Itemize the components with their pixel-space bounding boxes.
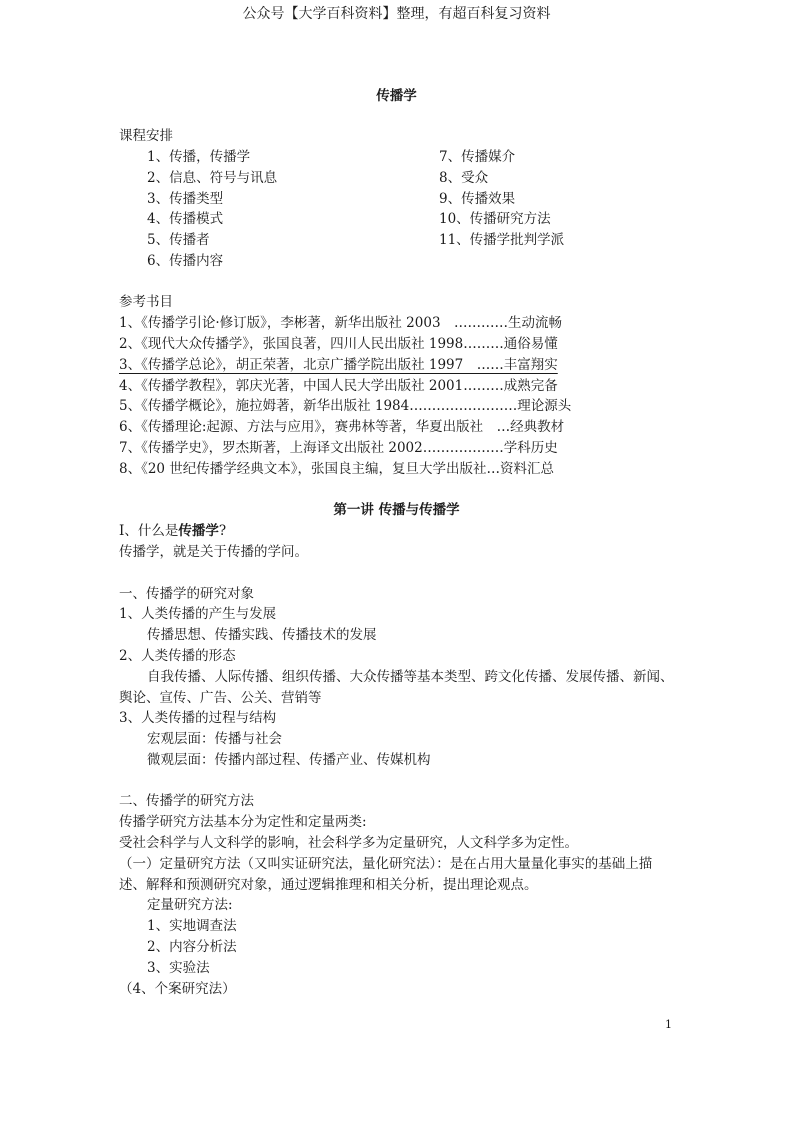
section-heading: 一、传播学的研究对象: [119, 586, 254, 602]
course-item: 7、传播媒介: [439, 149, 516, 165]
course-item: 8、受众: [439, 170, 489, 186]
method-item: 2、内容分析法: [147, 939, 237, 955]
reference-item: 6、《传播理论:起源、方法与应用》，赛弗林等著，华夏出版社 …经典教材: [119, 419, 565, 435]
question-prefix: I、什么是: [119, 523, 179, 539]
paragraph: 传播学研究方法基本分为定性和定量两类:: [119, 814, 367, 830]
reference-item: 3、《传播学总论》，胡正荣著，北京广播学院出版社 1997 ……丰富翔实: [119, 357, 558, 373]
question-term: 传播学: [178, 523, 219, 539]
page-header: 公众号【大学百科资料】整理，有超百科复习资料: [242, 6, 551, 22]
paragraph: 宏观层面：传播与社会: [147, 731, 282, 747]
course-item: 10、传播研究方法: [439, 211, 551, 227]
page-number: 1: [665, 1018, 672, 1031]
definition: 传播学，就是关于传播的学问。: [119, 544, 308, 560]
refs-heading: 参考书目: [119, 294, 173, 310]
reference-item: 5、《传播学概论》，施拉姆著，新华出版社 1984……………………理论源头: [119, 398, 572, 414]
paragraph: 传播思想、传播实践、传播技术的发展: [147, 627, 377, 643]
paragraph: 微观层面：传播内部过程、传播产业、传媒机构: [147, 752, 431, 768]
course-heading: 课程安排: [119, 128, 173, 144]
question-line: [119, 522, 226, 540]
course-item: 1、传播，传播学: [147, 149, 251, 165]
reference-item: 4、《传播学教程》，郭庆光著，中国人民大学出版社 2001………成熟完备: [119, 378, 558, 394]
lecture-title: 第一讲 传播与传播学: [333, 502, 460, 518]
question-mark: ?: [218, 523, 227, 539]
course-item: 3、传播类型: [147, 191, 224, 207]
subsection-heading: 2、人类传播的形态: [119, 648, 236, 664]
course-item: 6、传播内容: [147, 253, 224, 269]
section-heading: 二、传播学的研究方法: [119, 793, 254, 809]
reference-item: 2、《现代大众传播学》，张国良著，四川人民出版社 1998………通俗易懂: [119, 336, 558, 352]
reference-item: 7、《传播学史》，罗杰斯著，上海译文出版社 2002………………学科历史: [119, 440, 558, 456]
course-item: 5、传播者: [147, 232, 210, 248]
reference-item: 1、《传播学引论·修订版》，李彬著，新华出版社 2003 …………生动流畅: [119, 315, 563, 331]
course-item: 4、传播模式: [147, 211, 224, 227]
paragraph: 舆论、宣传、广告、公关、营销等: [119, 690, 322, 706]
paragraph: 受社会科学与人文科学的影响，社会科学多为定量研究，人文科学多为定性。: [119, 835, 578, 851]
method-item: 1、实地调查法: [147, 918, 237, 934]
subsection-heading: 3、人类传播的过程与结构: [119, 710, 277, 726]
paragraph: 定量研究方法:: [147, 897, 233, 913]
reference-item: 8、《20 世纪传播学经典文本》，张国良主编，复旦大学出版社…资料汇总: [119, 461, 555, 477]
method-item: 3、实验法: [147, 960, 210, 976]
paragraph: 述、解释和预测研究对象，通过逻辑推理和相关分析，提出理论观点。: [119, 877, 538, 893]
paragraph: （一）定量研究方法（又叫实证研究法，量化研究法）：是在占用大量量化事实的基础上描: [119, 856, 653, 872]
paragraph: 自我传播、人际传播、组织传播、大众传播等基本类型、跨文化传播、发展传播、新闻、: [147, 669, 674, 685]
subsection-heading: 1、人类传播的产生与发展: [119, 606, 277, 622]
course-item: 11、传播学批判学派: [439, 232, 565, 248]
course-item: 2、信息、符号与讯息: [147, 170, 278, 186]
method-item: （4、个案研究法）: [119, 981, 236, 997]
document-title: 传播学: [376, 88, 417, 104]
course-item: 9、传播效果: [439, 191, 516, 207]
